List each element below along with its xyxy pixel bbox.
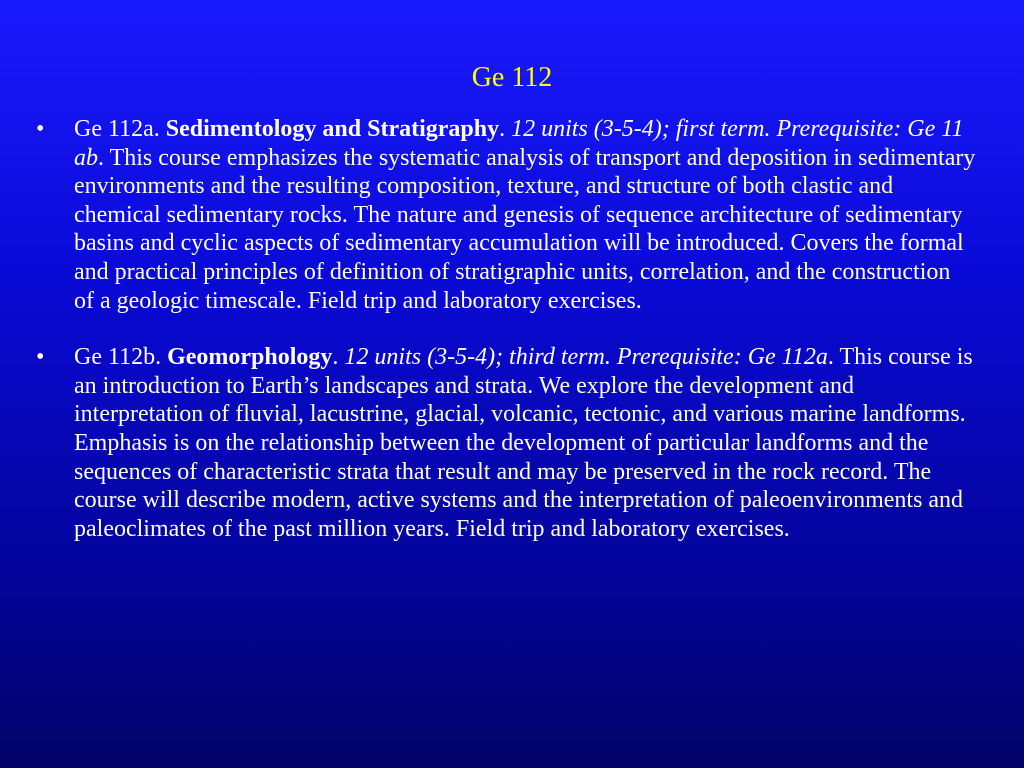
course-item-ge112b xyxy=(36,343,976,543)
course-code: Ge 112b. xyxy=(74,344,162,371)
bullet-icon: • xyxy=(36,344,45,371)
course-title-separator: . xyxy=(499,116,506,142)
course-description: . This course is an introduction to Earth’s landscapes and strata. We explore the development and interpretation of fluvial, lacustrine, glacial, volcanic, tectonic, and various marine landforms. Emphasis is on the relationship between the development of particular landforms and the sequences of characteristic strata that result and may be preserved in the rock record. The course will describe modern, active systems and the interpretation of paleoenvironments and paleoclimates of the past million years. Field trip and laboratory exercises. xyxy=(74,344,973,542)
course-title-separator: . xyxy=(332,344,339,371)
course-title: Geomorphology xyxy=(167,344,333,371)
course-units-prereq: 12 units (3-5-4); first term. Prerequisite: Ge 11 ab xyxy=(74,116,964,171)
course-item-ge112a xyxy=(36,115,976,315)
course-units-prereq: 12 units (3-5-4); third term. Prerequisite: Ge 112a xyxy=(344,344,828,371)
slide-title: Ge 112 xyxy=(471,62,553,93)
bullet-icon: • xyxy=(36,116,45,142)
course-description: . This course emphasizes the systematic analysis of transport and deposition in sedimentary environments and the resulting composition, texture, and structure of both clastic and chemical sedimentary rocks. The nature and genesis of sequence architecture of sedimentary basins and cyclic aspects of sedimentary accumulation will be introduced. Covers the formal and practical principles of definition of stratigraphic units, correlation, and the construction of a geologic timescale. Field trip and laboratory exercises. xyxy=(74,144,976,314)
course-code: Ge 112a. xyxy=(74,116,160,142)
course-list xyxy=(36,115,976,543)
course-title: Sedimentology and Stratigraphy xyxy=(165,116,500,142)
